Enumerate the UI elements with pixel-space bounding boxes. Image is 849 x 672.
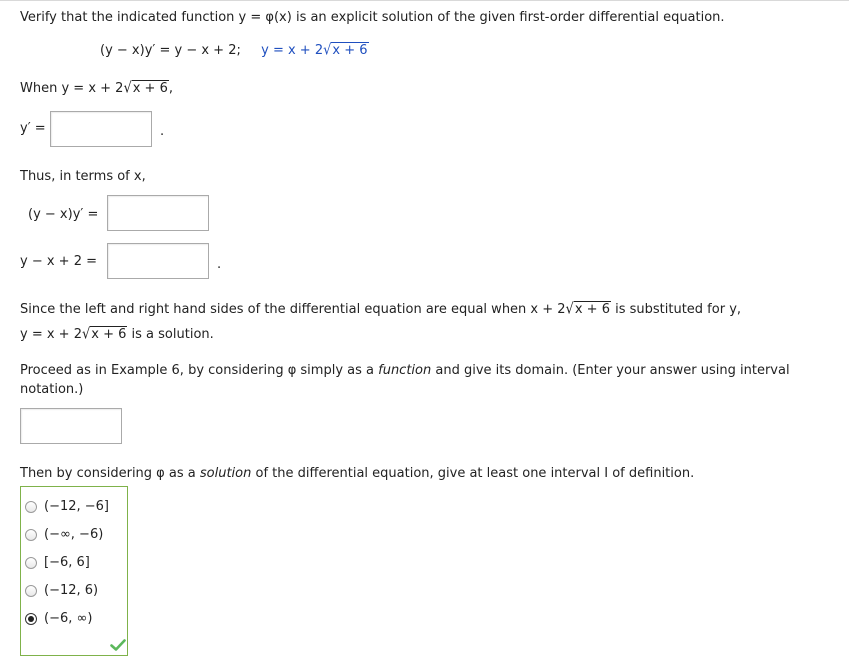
when-prefix: When y = x + 2 (20, 81, 124, 96)
when-radicand: x + 6 (132, 81, 168, 96)
period: . (217, 257, 222, 272)
choice-option[interactable] (25, 611, 92, 626)
rhs-input[interactable] (107, 243, 209, 279)
proceed-part2: and give its domain. (Enter your answer using interval (431, 363, 790, 378)
since1-prefix: Since the left and right hand sides of the differential equation are equal when x + 2 (20, 302, 566, 317)
then-line (20, 466, 694, 481)
when-suffix: , (168, 81, 173, 96)
sqrt-symbol: √x + 6 (123, 79, 168, 98)
differential-equation (100, 43, 369, 58)
radio-button[interactable] (25, 585, 37, 597)
then-italic: solution (199, 466, 252, 481)
proceed-italic: function (378, 363, 432, 378)
sqrt-symbol: √x + 6 (81, 325, 127, 344)
instructions-text: Verify that the indicated function y = φ(x) is an explicit solution of the given first-order differential equation. (20, 10, 725, 25)
since2-suffix: is a solution. (127, 327, 214, 342)
rhs-label: y − x + 2 = (20, 254, 97, 269)
since1-suffix: is substituted for y, (610, 302, 742, 317)
choice-option[interactable] (25, 527, 103, 542)
proceed-line-2: notation.) (20, 382, 84, 397)
since-line-2 (20, 327, 214, 342)
domain-input[interactable] (20, 408, 122, 444)
choice-label: (−6, ∞) (44, 611, 93, 626)
interval-choices (20, 486, 128, 656)
proceed-line-1 (20, 363, 790, 378)
choice-label: [−6, 6] (44, 555, 90, 570)
choice-option[interactable] (25, 583, 98, 598)
de-text: (y − x)y′ = y − x + 2; (100, 43, 241, 58)
checkmark-icon (110, 639, 126, 651)
since1-radicand: x + 6 (574, 302, 610, 317)
choice-label: (−12, 6) (44, 583, 99, 598)
yprime-label: y′ = (20, 121, 46, 136)
radio-button[interactable] (25, 557, 37, 569)
top-divider (0, 0, 849, 1)
sqrt-symbol: √x + 6 (565, 300, 610, 319)
radio-button-selected[interactable] (25, 613, 37, 625)
yprime-input[interactable] (50, 111, 152, 147)
solution-prefix: y = x + 2 (261, 43, 324, 58)
solution-radicand: x + 6 (332, 43, 368, 58)
since-line-1 (20, 302, 741, 317)
since2-radicand: x + 6 (91, 327, 127, 342)
when-line (20, 81, 173, 96)
then-part1: Then by considering φ as a (20, 466, 200, 481)
lhs-label: (y − x)y′ = (28, 207, 99, 222)
radio-button[interactable] (25, 529, 37, 541)
choice-option[interactable] (25, 499, 109, 514)
then-part2: of the differential equation, give at least one interval I of definition. (251, 466, 695, 481)
thus-text: Thus, in terms of x, (20, 169, 146, 184)
since2-prefix: y = x + 2 (20, 327, 82, 342)
choice-label: (−12, −6] (44, 499, 110, 514)
lhs-input[interactable] (107, 195, 209, 231)
choice-option[interactable] (25, 555, 90, 570)
solution-function (261, 43, 368, 58)
radio-button[interactable] (25, 501, 37, 513)
sqrt-symbol: √x + 6 (323, 41, 368, 60)
proceed-part1: Proceed as in Example 6, by considering φ simply as a (20, 363, 379, 378)
choice-label: (−∞, −6) (44, 527, 104, 542)
period: . (160, 124, 165, 139)
